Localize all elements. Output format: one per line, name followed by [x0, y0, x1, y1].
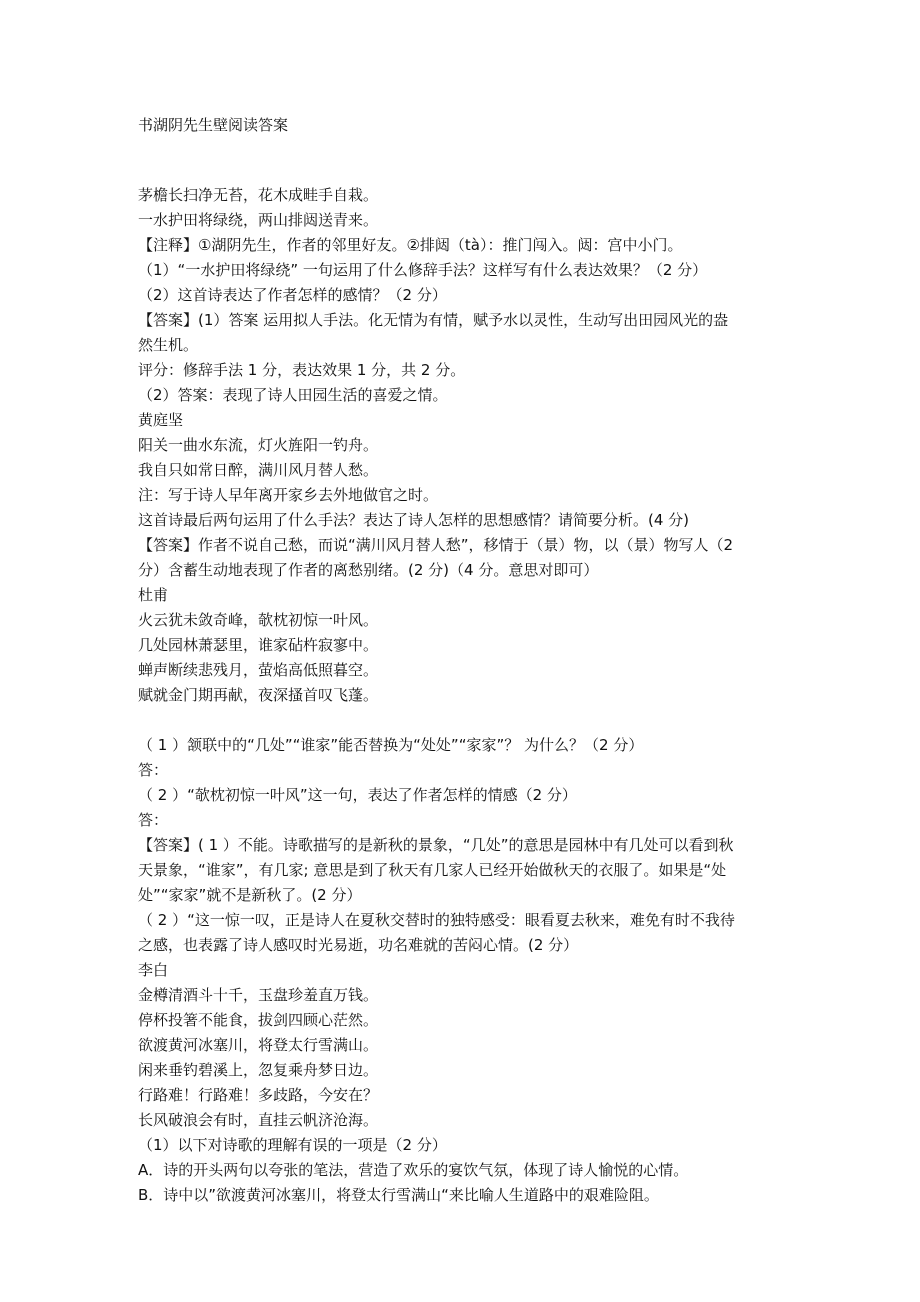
text-line: 几处园林萧瑟里，谁家砧杵寂寥中。	[138, 636, 379, 654]
text-line: 【答案】(1）答案 运用拟人手法。化无情为有情，赋予水以灵性，生动写出田园风光的盎	[138, 311, 729, 329]
text-line: 一水护田将绿绕，两山排闼送青来。	[138, 211, 379, 229]
text-line: 欲渡黄河冰塞川，将登太行雪满山。	[138, 1036, 379, 1054]
text-line: 评分：修辞手法 1 分，表达效果 1 分，共 2 分。	[138, 361, 466, 379]
text-line: 分）含蓄生动地表现了作者的离愁别绪。(2 分)（4 分。意思对即可）	[138, 561, 599, 579]
text-line: 闲来垂钓碧溪上，忽复乘舟梦日边。	[138, 1061, 379, 1079]
text-line: 赋就金门期再献，夜深搔首叹飞蓬。	[138, 686, 379, 704]
author-line: 李白	[138, 961, 169, 979]
text-line: 【注释】①湖阴先生，作者的邻里好友。②排闼（tà）：推门闯入。闼：宫中小门。	[138, 236, 683, 254]
document-body	[138, 183, 784, 1208]
text-line: 天景象，“谁家”，有几家; 意思是到了秋天有几家人已经开始做秋天的衣服了。如果是“处	[138, 861, 727, 879]
text-line: （ 1 ）颔联中的“几处”“谁家”能否替换为“处处”“家家”？ 为什么？（2 分）	[138, 736, 644, 754]
text-line: 答：	[138, 811, 169, 829]
text-line: 停杯投箸不能食，拔剑四顾心茫然。	[138, 1011, 379, 1029]
author-line: 杜甫	[138, 586, 169, 604]
text-line: 阳关一曲水东流，灯火旌阳一钓舟。	[138, 436, 379, 454]
text-line: （1）以下对诗歌的理解有误的一项是（2 分）	[138, 1136, 447, 1154]
text-line: 答：	[138, 761, 169, 779]
text-line: 长风破浪会有时，直挂云帆济沧海。	[138, 1111, 379, 1129]
text-line: （ 2 ）“欹枕初惊一叶风”这一句，表达了作者怎样的情感（2 分）	[138, 786, 577, 804]
text-line: 【答案】( 1 ）不能。诗歌描写的是新秋的景象，“几处”的意思是园林中有几处可以看到秋	[138, 836, 734, 854]
author-line: 黄庭坚	[138, 411, 184, 429]
text-line: 之感，也表露了诗人感叹时光易逝，功名难就的苦闷心情。(2 分）	[138, 936, 579, 954]
text-line: 处”“家家”就不是新秋了。(2 分）	[138, 886, 362, 904]
text-line: （1）“一水护田将绿绕” 一句运用了什么修辞手法？这样写有什么表达效果？（2 分）	[138, 261, 708, 279]
text-line: 蝉声断续悲残月，萤焰高低照暮空。	[138, 661, 379, 679]
text-line: 【答案】作者不说自己愁，而说“满川风月替人愁”，移情于（景）物，以（景）物写人（2	[138, 536, 734, 554]
text-line: 茅檐长扫净无苔，花木成畦手自栽。	[138, 186, 379, 204]
text-line: （ 2 ）“这一惊一叹，正是诗人在夏秋交替时的独特感受：眼看夏去秋来，难免有时不我待	[138, 911, 735, 929]
text-line: 然生机。	[138, 336, 199, 354]
text-line: （2）这首诗表达了作者怎样的感情？（2 分）	[138, 286, 447, 304]
text-line: 行路难！行路难！多歧路，今安在？	[138, 1086, 379, 1104]
text-line: 注：写于诗人早年离开家乡去外地做官之时。	[138, 486, 439, 504]
text-line: 火云犹未敛奇峰，欹枕初惊一叶风。	[138, 611, 379, 629]
text-line: 我自只如常日醉，满川风月替人愁。	[138, 461, 379, 479]
text-line: B．诗中以”欲渡黄河冰塞川，将登太行雪满山“来比喻人生道路中的艰难险阻。	[138, 1186, 659, 1204]
document-title: 书湖阴先生壁阅读答案	[138, 116, 289, 134]
text-line: A．诗的开头两句以夸张的笔法，营造了欢乐的宴饮气氛，体现了诗人愉悦的心情。	[138, 1161, 689, 1179]
text-line: 金樽清酒斗十千，玉盘珍羞直万钱。	[138, 986, 379, 1004]
text-line: 这首诗最后两句运用了什么手法？表达了诗人怎样的思想感情？请简要分析。(4 分)	[138, 511, 690, 529]
blank-line	[138, 708, 784, 733]
text-line: （2）答案：表现了诗人田园生活的喜爱之情。	[138, 386, 448, 404]
